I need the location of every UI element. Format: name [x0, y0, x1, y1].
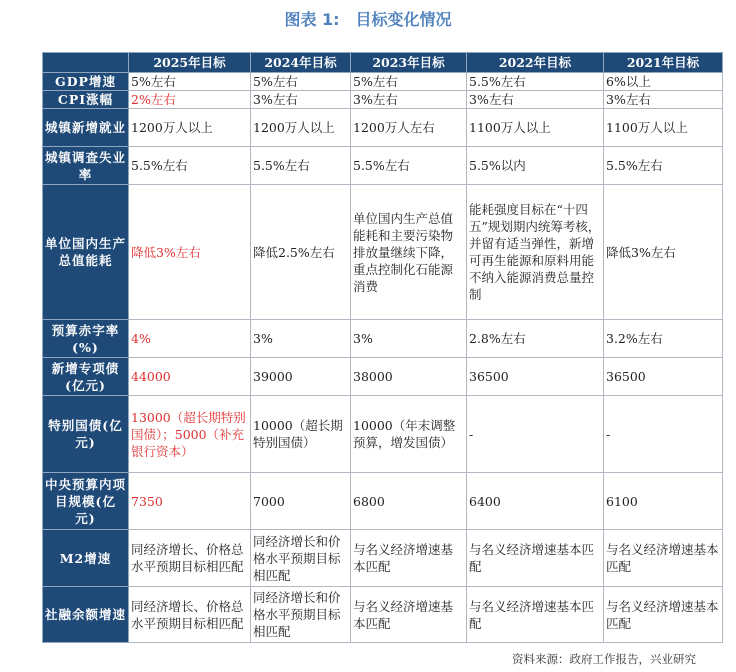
row-label: 单位国内生产总值能耗 [43, 185, 129, 320]
row-label: 城镇调查失业率 [43, 147, 129, 185]
table-cell: - [604, 396, 723, 473]
targets-table-container [42, 52, 722, 643]
table-cell: 3% [351, 320, 467, 358]
column-header-2025: 2025年目标 [129, 53, 251, 73]
table-cell: 能耗强度目标在“十四五”规划期内统筹考核，并留有适当弹性，新增可再生能源和原料用能不纳入能源消费总量控制 [467, 185, 604, 320]
table-cell: 1200万人以上 [129, 109, 251, 147]
table-cell: 2.8%左右 [467, 320, 604, 358]
row-label: 社融余额增速 [43, 587, 129, 643]
targets-table [42, 52, 723, 643]
table-cell: 5.5%左右 [129, 147, 251, 185]
table-row [43, 587, 723, 643]
row-label: M2增速 [43, 530, 129, 587]
header-corner [43, 53, 129, 73]
table-cell: 2%左右 [129, 91, 251, 109]
table-cell: 降低3%左右 [604, 185, 723, 320]
table-row [43, 358, 723, 396]
source-note: 资料来源：政府工作报告，兴业研究 [512, 652, 696, 666]
column-header-2021: 2021年目标 [604, 53, 723, 73]
figure-caption: 目标变化情况 [355, 10, 452, 29]
table-cell: 3%左右 [351, 91, 467, 109]
table-cell: 10000（年末调整预算，增发国债） [351, 396, 467, 473]
table-cell: 5%左右 [351, 73, 467, 91]
table-row [43, 320, 723, 358]
table-cell: 5.5%以内 [467, 147, 604, 185]
table-cell: 3%左右 [604, 91, 723, 109]
table-row [43, 530, 723, 587]
table-cell: 3%左右 [467, 91, 604, 109]
table-cell: 同经济增长、价格总水平预期目标相匹配 [129, 587, 251, 643]
figure-title [0, 7, 736, 30]
table-cell: 同经济增长和价格水平预期目标相匹配 [251, 587, 351, 643]
column-header-2023: 2023年目标 [351, 53, 467, 73]
table-cell: 13000（超长期特别国债）；5000（补充银行资本） [129, 396, 251, 473]
table-cell: 5%左右 [129, 73, 251, 91]
table-row [43, 73, 723, 91]
row-label: 特别国债(亿元) [43, 396, 129, 473]
table-cell: 38000 [351, 358, 467, 396]
column-header-2024: 2024年目标 [251, 53, 351, 73]
table-cell: 3.2%左右 [604, 320, 723, 358]
table-cell: 3% [251, 320, 351, 358]
table-cell: 4% [129, 320, 251, 358]
table-cell: 6400 [467, 473, 604, 530]
row-label: 新增专项债(亿元) [43, 358, 129, 396]
table-cell: 1200万人以上 [251, 109, 351, 147]
table-cell: 1100万人以上 [604, 109, 723, 147]
table-cell: 5.5%左右 [467, 73, 604, 91]
column-header-2022: 2022年目标 [467, 53, 604, 73]
table-cell: 与名义经济增速基本匹配 [467, 587, 604, 643]
table-cell: 1200万人左右 [351, 109, 467, 147]
table-cell: 与名义经济增速基本匹配 [351, 530, 467, 587]
table-cell: 36500 [467, 358, 604, 396]
table-cell: 6800 [351, 473, 467, 530]
table-cell: 降低2.5%左右 [251, 185, 351, 320]
row-label: 预算赤字率(%) [43, 320, 129, 358]
row-label: 城镇新增就业 [43, 109, 129, 147]
table-cell: 同经济增长、价格总水平预期目标相匹配 [129, 530, 251, 587]
table-cell: 6100 [604, 473, 723, 530]
row-label: GDP增速 [43, 73, 129, 91]
table-row [43, 91, 723, 109]
table-cell: 36500 [604, 358, 723, 396]
table-cell: - [467, 396, 604, 473]
figure-number: 图表 1: [284, 10, 340, 29]
table-row [43, 147, 723, 185]
table-row [43, 109, 723, 147]
table-cell: 同经济增长和价格水平预期目标相匹配 [251, 530, 351, 587]
table-cell: 与名义经济增速基本匹配 [351, 587, 467, 643]
table-cell: 单位国内生产总值能耗和主要污染物排放量继续下降，重点控制化石能源消费 [351, 185, 467, 320]
table-cell: 1100万人以上 [467, 109, 604, 147]
table-cell: 5.5%左右 [351, 147, 467, 185]
table-cell: 5.5%左右 [604, 147, 723, 185]
table-cell: 与名义经济增速基本匹配 [604, 530, 723, 587]
table-cell: 39000 [251, 358, 351, 396]
table-cell: 10000（超长期特别国债） [251, 396, 351, 473]
row-label: 中央预算内项目规模(亿元) [43, 473, 129, 530]
table-row [43, 185, 723, 320]
table-row [43, 473, 723, 530]
table-cell: 5%左右 [251, 73, 351, 91]
row-label: CPI涨幅 [43, 91, 129, 109]
table-row [43, 396, 723, 473]
table-cell: 3%左右 [251, 91, 351, 109]
header-row [43, 53, 723, 73]
table-cell: 与名义经济增速基本匹配 [467, 530, 604, 587]
table-cell: 7000 [251, 473, 351, 530]
table-cell: 5.5%左右 [251, 147, 351, 185]
table-cell: 降低3%左右 [129, 185, 251, 320]
table-cell: 与名义经济增速基本匹配 [604, 587, 723, 643]
table-cell: 6%以上 [604, 73, 723, 91]
table-cell: 7350 [129, 473, 251, 530]
table-cell: 44000 [129, 358, 251, 396]
